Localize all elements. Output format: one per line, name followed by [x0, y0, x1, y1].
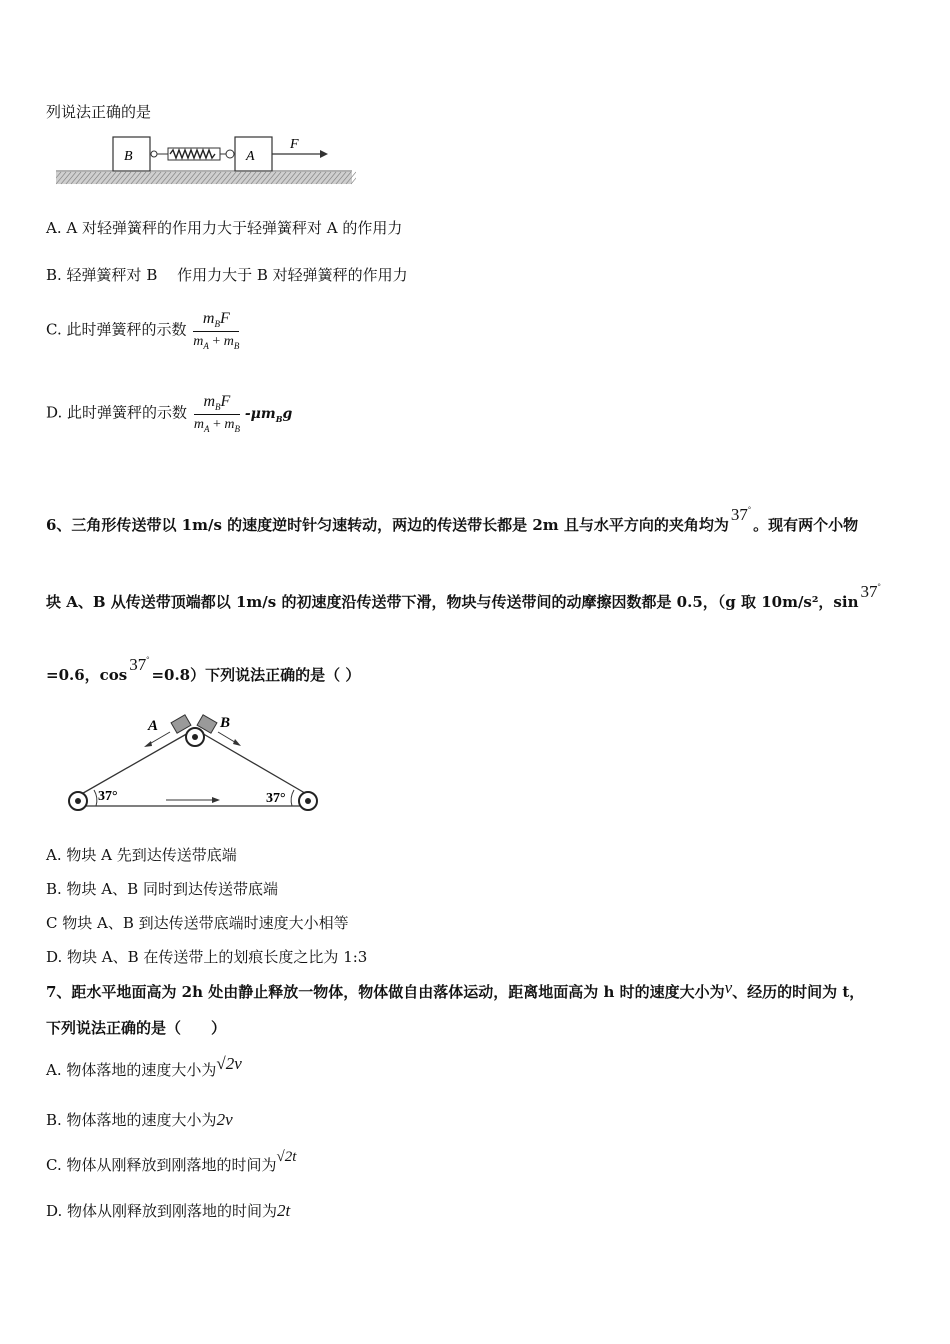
- q7-option-b-text: B. 物体落地的速度大小为: [46, 1111, 217, 1129]
- frac-num-tail: F: [220, 393, 231, 410]
- q7-velocity-symbol: v: [724, 978, 733, 997]
- q7-option-d: [46, 1201, 290, 1221]
- frac-den-1-sub: A: [203, 340, 209, 351]
- q6-option-c: C 物块 A、B 到达传送带底端时速度大小相等: [46, 914, 349, 932]
- q6-option-d: D. 物块 A、B 在传送带上的划痕长度之比为 1:3: [46, 948, 368, 966]
- q6-line1-text: 6、三角形传送带以 1m/s 的速度逆时针匀速转动，两边的传送带长都是 2m 且与水平方向的夹角均为: [46, 516, 729, 534]
- block-a-label: A: [148, 718, 159, 734]
- suffix-sub: B: [275, 413, 283, 424]
- q7-line1-text: 7、距水平地面高为 2h 处由静止释放一物体，物体做自由落体运动，距离地面高为 h 时的速度大小为: [46, 983, 725, 1001]
- q5-option-c: [46, 310, 239, 351]
- q6-line2-text: 块 A、B 从传送带顶端都以 1m/s 的初速度沿传送带下滑，物块与传送带间的动摩擦因数都是 0.5，（g 取 10m/s²，sin: [46, 593, 859, 611]
- angle-37: 37°: [730, 505, 752, 524]
- block-a-label: A: [246, 149, 255, 164]
- frac-den-2: m: [223, 334, 234, 350]
- angle-value: 37: [129, 655, 147, 674]
- q6-line-1: [46, 505, 859, 538]
- q6-line3-text: =0.6，cos: [46, 666, 128, 684]
- q5-option-a: A. A 对轻弹簧秤的作用力大于轻弹簧秤对 A 的作用力: [46, 219, 403, 237]
- frac-den-2-sub: B: [233, 340, 240, 351]
- frac-num: m: [202, 310, 215, 327]
- suffix-main: -μm: [239, 405, 276, 422]
- q7-line1-tail: 、经历的时间为 t，: [732, 983, 865, 1001]
- force-label: F: [290, 137, 299, 152]
- angle-value: 37: [730, 505, 748, 524]
- q7-line-1: [46, 978, 865, 1002]
- q6-line-2: [46, 582, 883, 615]
- q5-option-c-prefix: C. 此时弹簧秤的示数: [46, 320, 187, 339]
- frac-den-2: m: [224, 417, 235, 433]
- q5-option-d-fraction: [194, 393, 240, 434]
- suffix-tail: g: [282, 405, 293, 422]
- q7-option-a-text: A. 物体落地的速度大小为: [46, 1061, 217, 1079]
- q6-line-3: [46, 655, 361, 688]
- frac-num: m: [203, 393, 216, 410]
- q5-option-c-fraction: [193, 310, 239, 351]
- frac-num-sub: B: [215, 402, 221, 413]
- q5-option-b: B. 轻弹簧秤对 B 作用力大于 B 对轻弹簧秤的作用力: [46, 266, 408, 284]
- q7-option-c-math: √2t: [276, 1149, 297, 1165]
- frac-den-1-sub: A: [203, 423, 210, 434]
- q6-option-b: B. 物块 A、B 同时到达传送带底端: [46, 880, 278, 898]
- q6-line1-tail: 。现有两个小物: [753, 516, 859, 534]
- frac-den-2-sub: B: [234, 423, 240, 434]
- angle-right-label: 37°: [266, 791, 286, 806]
- q7-line-2: 下列说法正确的是（ ）: [46, 1019, 227, 1037]
- q5-stem-tail: 列说法正确的是: [46, 103, 152, 121]
- frac-den-plus: +: [209, 417, 225, 433]
- q7-option-d-text: D. 物体从刚释放到刚落地的时间为: [46, 1202, 278, 1220]
- q7-option-b-math: 2v: [216, 1110, 233, 1129]
- angle-37: 37°: [129, 655, 150, 674]
- q5-spring-figure: [56, 134, 356, 188]
- q7-option-c: [46, 1149, 297, 1176]
- q6-conveyor-figure: [60, 710, 325, 820]
- block-b-label: B: [220, 715, 231, 731]
- frac-den-1: m: [193, 334, 204, 350]
- frac-den-plus: +: [208, 334, 224, 350]
- q5-option-d-prefix: D. 此时弹簧秤的示数: [46, 403, 188, 422]
- q5-option-d-suffix: [240, 406, 292, 422]
- q5-option-d: [46, 393, 292, 434]
- angle-37: 37°: [860, 582, 881, 601]
- q7-option-c-text: C. 物体从刚释放到刚落地的时间为: [46, 1156, 277, 1174]
- block-b-label: B: [124, 149, 133, 164]
- q7-option-d-math: 2t: [277, 1201, 291, 1220]
- frac-num-sub: B: [214, 319, 220, 330]
- frac-num-tail: F: [219, 310, 230, 327]
- q6-line3-tail: =0.8）下列说法正确的是（ ）: [151, 666, 361, 684]
- q7-option-a-math: √2v: [216, 1054, 242, 1073]
- q7-option-b: [46, 1110, 233, 1130]
- q6-option-a: A. 物块 A 先到达传送带底端: [46, 846, 237, 864]
- frac-den-1: m: [193, 417, 204, 433]
- angle-value: 37: [860, 582, 878, 601]
- angle-left-label: 37°: [98, 789, 118, 804]
- q7-option-a: [46, 1054, 242, 1080]
